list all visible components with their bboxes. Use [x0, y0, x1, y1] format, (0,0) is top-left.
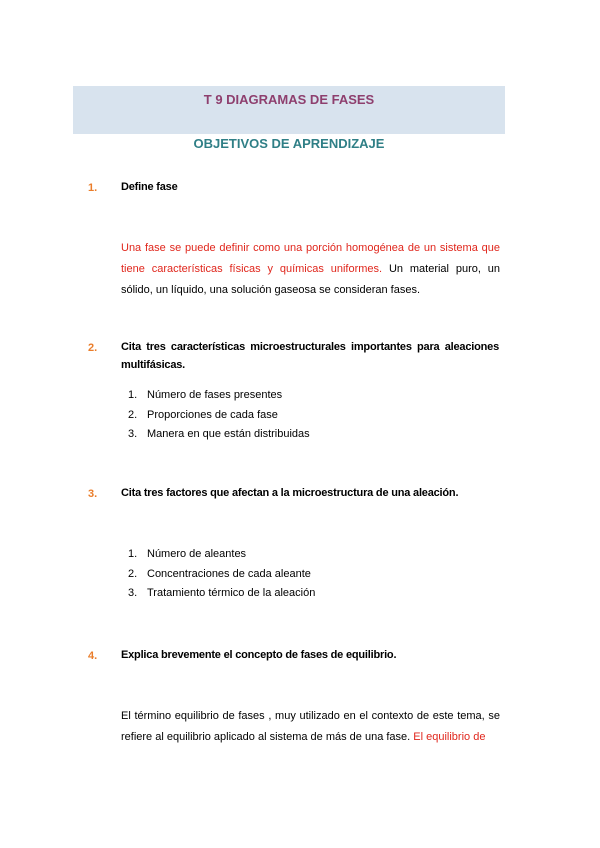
list-item — [128, 386, 310, 406]
list-item-text: Número de aleantes — [147, 548, 247, 560]
list-item — [128, 406, 310, 426]
list-item-text: Manera en que están distribuidas — [147, 428, 310, 440]
page-title: T 9 DIAGRAMAS DE FASES — [203, 92, 375, 107]
list-item-number: 1. — [128, 389, 138, 401]
list-item-number: 3. — [128, 587, 138, 599]
list-item — [128, 425, 310, 445]
list-item-text: Concentraciones de cada aleante — [147, 567, 311, 580]
answer-paragraph — [121, 706, 500, 748]
list-item-number: 3. — [128, 428, 138, 440]
list-item — [128, 545, 315, 565]
question-text: Explica brevemente el concepto de fases de equilibrio. — [121, 649, 397, 661]
list-item-text: Tratamiento térmico de la aleación — [147, 587, 316, 599]
list-item-number: 1. — [128, 548, 138, 560]
list-item — [128, 565, 315, 585]
question-text: Define fase — [121, 181, 178, 193]
list-item-number: 2. — [128, 408, 138, 421]
list-item-text: Número de fases presentes — [147, 389, 283, 401]
question-text: Cita tres características microestructurales importantes para aleaciones multifásicas. — [121, 341, 499, 371]
answer-highlight: Una fase se puede definir como una porción homogénea de un sistema que tiene características físicas y químicas uniformes. — [121, 242, 500, 275]
title-band — [73, 86, 505, 134]
section-subtitle: OBJETIVOS DE APRENDIZAJE — [193, 136, 385, 151]
question-text: Cita tres factores que afectan a la microestructura de una aleación. — [121, 487, 459, 499]
list-item-text: Proporciones de cada fase — [147, 408, 278, 421]
answer-text: Un material puro, un sólido, un líquido, una solución gaseosa se consideran fases. — [121, 263, 501, 296]
answer-paragraph — [121, 238, 500, 301]
answer-highlight: El equilibrio de — [410, 731, 486, 743]
question-number: 3. — [88, 488, 98, 500]
question-number: 1. — [88, 182, 98, 194]
answer-list — [128, 545, 315, 604]
answer-list — [128, 386, 310, 445]
answer-text: El término equilibrio de fases , muy utilizado en el contexto de este tema, se refiere al equilibrio aplicado al sistema de más de una fase. — [121, 710, 500, 743]
list-item-number: 2. — [128, 567, 138, 580]
list-item — [128, 584, 315, 604]
question-number: 4. — [88, 650, 98, 662]
question-number: 2. — [88, 342, 98, 354]
